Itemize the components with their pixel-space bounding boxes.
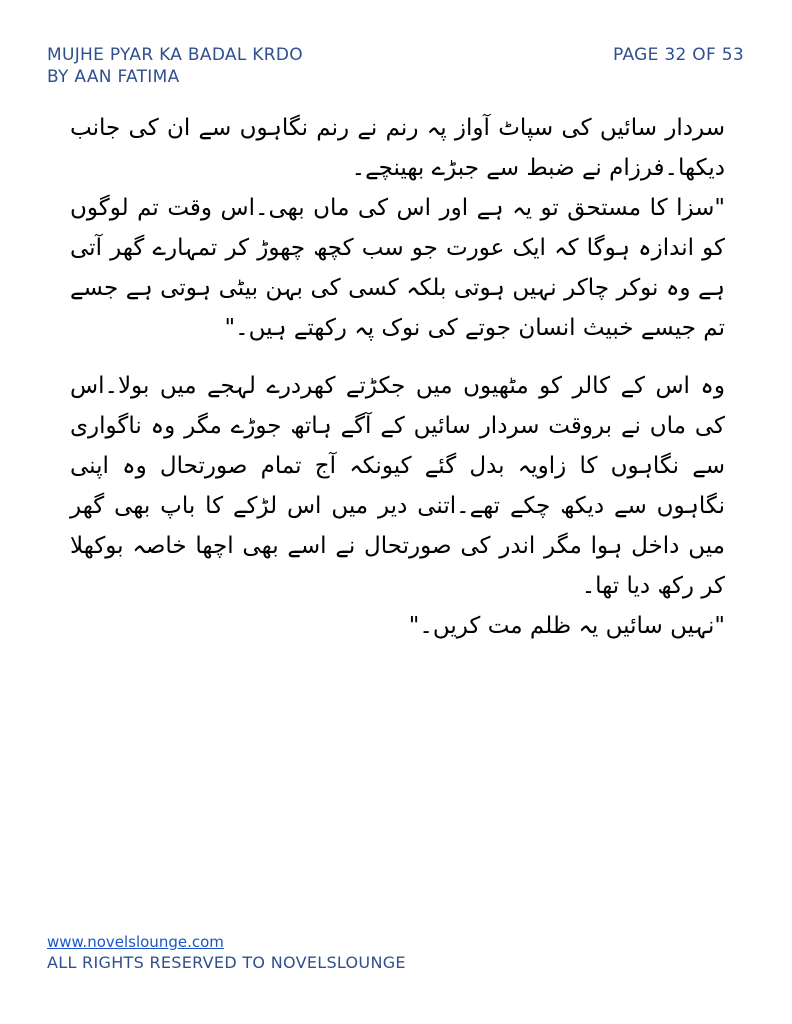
novel-body [70, 108, 725, 646]
author-name: BY AAN FATIMA [47, 67, 180, 87]
novel-title: MUJHE PYAR KA BADAL KRDO [47, 45, 303, 65]
paragraph-1: سردار سائیں کی سپاٹ آواز پہ رنم نے رنم نگاہوں سے ان کی جانب دیکھا۔فرزام نے ضبط سے جبڑے بھینچے۔ [70, 115, 725, 181]
header-left [47, 44, 303, 88]
page-number: PAGE 32 OF 53 [613, 45, 744, 65]
footer [47, 932, 406, 974]
website-link[interactable]: www.novelslounge.com [47, 933, 224, 951]
paragraph-3: وہ اس کے کالر کو مٹھیوں میں جکڑتے کھردرے لہجے میں بولا۔اس کی ماں نے بروقت سردار سائیں کے آگے ہاتھ جوڑے مگر وہ ناگواری سے نگاہوں کا زاویہ بدل گئے کیونکہ آج تمام صورتحال وہ اپنی نگاہوں سے دیکھ چکے تھے۔اتنی دیر میں اس لڑکے کا باپ بھی گھر میں داخل ہوا مگر اندر کی صورتحال نے اسے بھی اچھا خاصہ بوکھلا کر رکھ دیا تھا۔ [70, 373, 725, 599]
paragraph-4: "نہیں سائیں یہ ظلم مت کریں۔" [408, 613, 725, 639]
paragraph-2: "سزا کا مستحق تو یہ ہے اور اس کی ماں بھی۔اس وقت تم لوگوں کو اندازہ ہوگا کہ ایک عورت جو سب کچھ چھوڑ کر تمہارے گھر آتی ہے وہ نوکر چاکر نہیں ہوتی بلکہ کسی کی بہن بیٹی ہوتی ہے جسے تم جیسے خبیث انسان جوتے کی نوک پہ رکھتے ہیں۔" [70, 195, 725, 341]
rights-notice: ALL RIGHTS RESERVED TO NOVELSLOUNGE [47, 953, 406, 972]
